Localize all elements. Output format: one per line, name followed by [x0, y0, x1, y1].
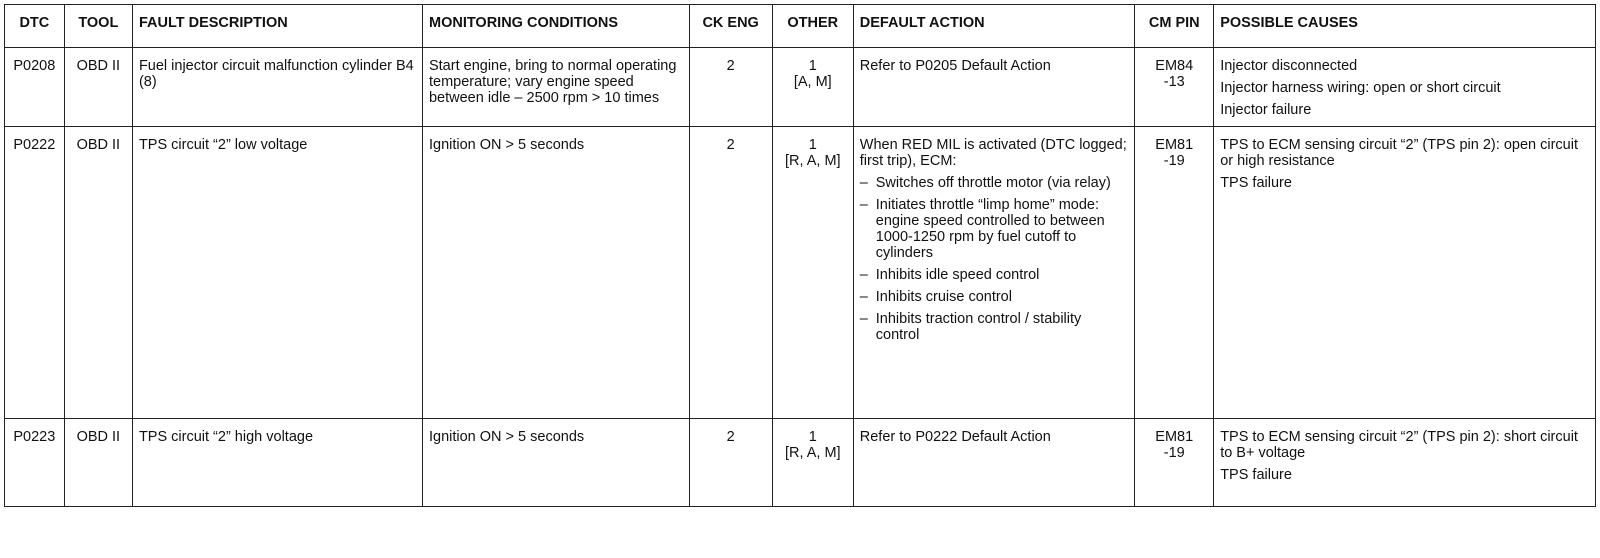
other-code: [A, M]	[793, 74, 832, 90]
tool: OBD II	[64, 48, 132, 127]
possible-causes	[1214, 127, 1596, 419]
dtc-code: P0222	[5, 127, 65, 419]
cause-item: Injector disconnected	[1220, 58, 1358, 74]
possible-causes	[1214, 419, 1596, 507]
cm-pin	[1135, 127, 1214, 419]
monitoring-conditions: Ignition ON > 5 seconds	[422, 419, 689, 507]
header-cm-pin: CM PIN	[1135, 5, 1214, 48]
cm-pin-connector: EM81	[1155, 137, 1194, 153]
other	[772, 127, 853, 419]
dash-bullet: –	[859, 197, 868, 213]
default-action	[853, 127, 1135, 419]
list-item	[860, 175, 1129, 191]
cm-pin-number: -19	[1163, 153, 1185, 169]
default-action-item: Initiates throttle “limp home” mode: engine speed controlled to between 1000-1250 rpm by fuel cutoff to cylinders	[875, 197, 1105, 261]
default-action: Refer to P0205 Default Action	[853, 48, 1135, 127]
cause-item: TPS failure	[1220, 175, 1292, 191]
cm-pin-number: -19	[1163, 445, 1185, 461]
ck-eng: 2	[689, 419, 772, 507]
header-row	[5, 5, 1596, 48]
header-other: OTHER	[772, 5, 853, 48]
cause-item: TPS to ECM sensing circuit “2” (TPS pin 2): short circuit to B+ voltage	[1220, 429, 1578, 461]
table-row	[5, 419, 1596, 507]
header-monitoring-conditions: MONITORING CONDITIONS	[422, 5, 689, 48]
other	[772, 48, 853, 127]
list-item	[860, 311, 1129, 343]
header-possible-causes: POSSIBLE CAUSES	[1214, 5, 1596, 48]
other-code: [R, A, M]	[784, 153, 841, 169]
table-row	[5, 48, 1596, 127]
dash-bullet: –	[859, 175, 868, 191]
other-number: 1	[808, 137, 817, 153]
other-number: 1	[808, 58, 817, 74]
fault-description: Fuel injector circuit malfunction cylinder B4 (8)	[132, 48, 422, 127]
list-item	[860, 267, 1129, 283]
default-action-item: Inhibits idle speed control	[875, 267, 1040, 283]
other-number: 1	[808, 429, 817, 445]
dash-bullet: –	[859, 311, 868, 327]
tool: OBD II	[64, 127, 132, 419]
dtc-table	[4, 4, 1596, 507]
default-action-list	[860, 175, 1129, 343]
header-fault-description: FAULT DESCRIPTION	[132, 5, 422, 48]
default-action: Refer to P0222 Default Action	[853, 419, 1135, 507]
dash-bullet: –	[859, 267, 868, 283]
monitoring-conditions: Ignition ON > 5 seconds	[422, 127, 689, 419]
other	[772, 419, 853, 507]
tool: OBD II	[64, 419, 132, 507]
default-action-item: Switches off throttle motor (via relay)	[875, 175, 1111, 191]
dtc-code: P0223	[5, 419, 65, 507]
list-item	[860, 289, 1129, 305]
fault-description: TPS circuit “2” low voltage	[132, 127, 422, 419]
header-dtc: DTC	[5, 5, 65, 48]
header-ck-eng: CK ENG	[689, 5, 772, 48]
cm-pin-connector: EM84	[1155, 58, 1194, 74]
cause-item: Injector harness wiring: open or short circuit	[1220, 80, 1501, 96]
list-item	[860, 197, 1129, 261]
ck-eng: 2	[689, 127, 772, 419]
cm-pin	[1135, 419, 1214, 507]
ck-eng: 2	[689, 48, 772, 127]
default-action-item: Inhibits cruise control	[875, 289, 1012, 305]
other-code: [R, A, M]	[784, 445, 841, 461]
header-default-action: DEFAULT ACTION	[853, 5, 1135, 48]
possible-causes	[1214, 48, 1596, 127]
cm-pin	[1135, 48, 1214, 127]
default-action-item: Inhibits traction control / stability control	[875, 311, 1082, 343]
monitoring-conditions: Start engine, bring to normal operating temperature; vary engine speed between idle – 2500 rpm > 10 times	[422, 48, 689, 127]
dtc-code: P0208	[5, 48, 65, 127]
cause-item: Injector failure	[1220, 102, 1312, 118]
default-action-intro: When RED MIL is activated (DTC logged; first trip), ECM:	[859, 137, 1127, 169]
cm-pin-number: -13	[1163, 74, 1185, 90]
cause-item: TPS to ECM sensing circuit “2” (TPS pin 2): open circuit or high resistance	[1220, 137, 1578, 169]
cm-pin-connector: EM81	[1155, 429, 1194, 445]
fault-description: TPS circuit “2” high voltage	[132, 419, 422, 507]
dash-bullet: –	[859, 289, 868, 305]
header-tool: TOOL	[64, 5, 132, 48]
cause-item: TPS failure	[1220, 467, 1292, 483]
table-row	[5, 127, 1596, 419]
